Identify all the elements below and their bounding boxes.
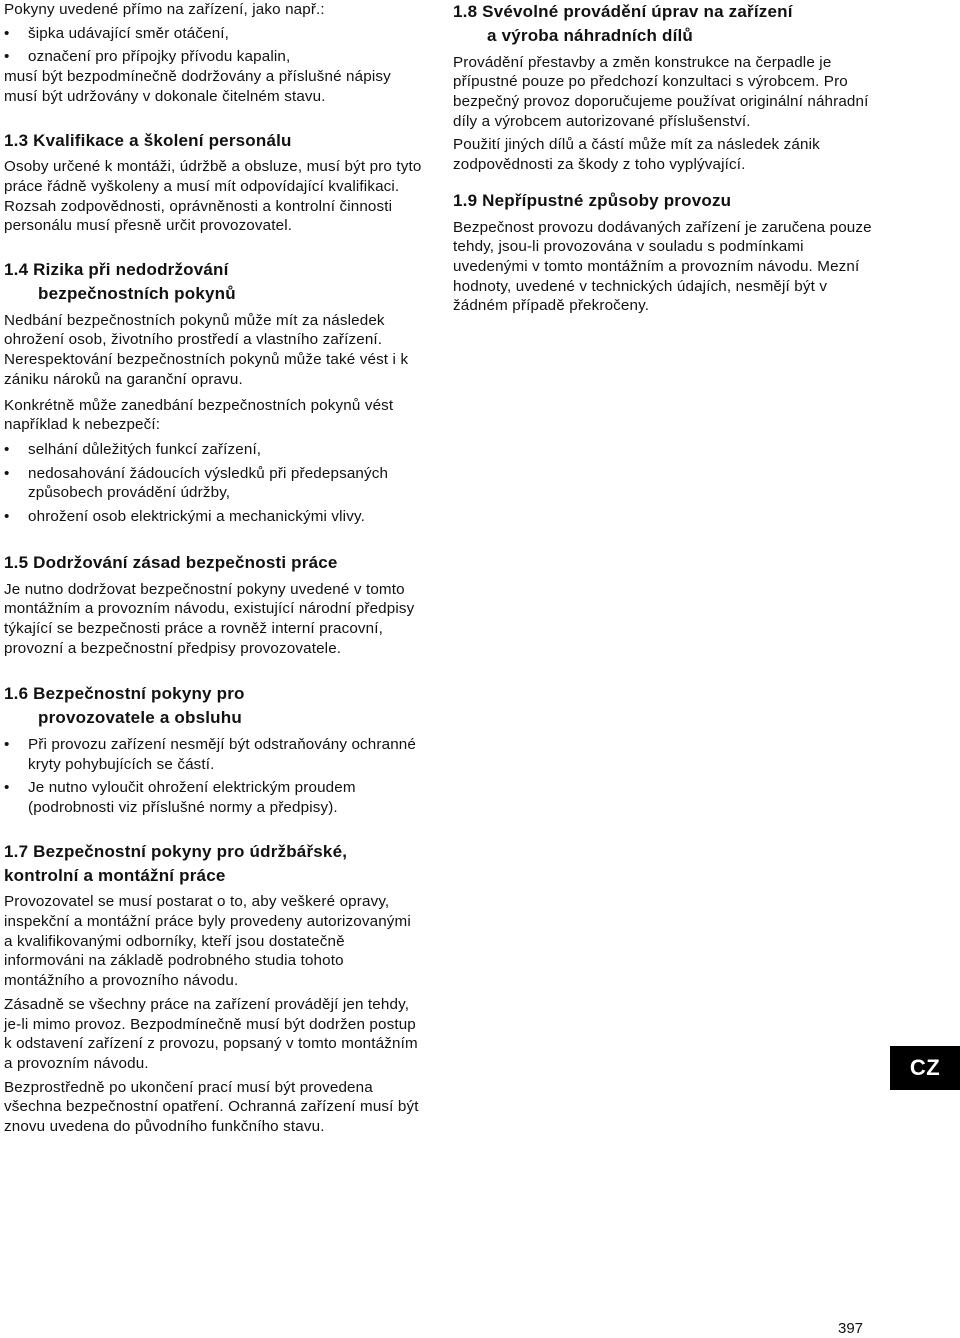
left-column: [4, 0, 422, 1137]
section-1-3-title: 1.3 Kvalifikace a školení personálu: [4, 130, 292, 150]
section-title-line: a výroba náhradních dílů: [487, 25, 694, 45]
intro-list: [4, 24, 422, 67]
section-1-4-text: Nedbání bezpečnostních pokynů může mít za následek ohrožení osob, životního prostředí a vlastního zařízení. Nerespektování bezpečnostních pokynů může také vést i k zániku nároků na garanční opravu.: [4, 311, 409, 388]
list-item: • šipka udávající směr otáčení,: [4, 24, 422, 44]
section-1-8-title: [453, 0, 873, 48]
section-1-7-text-2: Zásadně se všechny práce na zařízení provádějí jen tehdy, je-li mimo provoz. Bezpodmínečně musí být dodržen postup k odstavení zařízení z provozu, popsaný v tomto montážním a provozním návodu.: [4, 995, 418, 1072]
section-title-line: kontrolní a montážní práce: [4, 865, 226, 885]
list-item: • Při provozu zařízení nesmějí být odstraňovány ochranné kryty pohybujících se částí.: [4, 735, 422, 774]
section-1-4-text-2: Konkrétně může zanedbání bezpečnostních pokynů vést například k nebezpečí:: [4, 396, 394, 434]
section-title-line: 1.6 Bezpečnostní pokyny pro: [4, 684, 245, 704]
section-title-line: provozovatele a obsluhu: [38, 708, 242, 728]
section-title-line: 1.8 Svévolné provádění úprav na zařízení: [453, 2, 793, 21]
list-item: • označení pro přípojky přívodu kapalin,: [4, 47, 422, 67]
section-title-line: 1.4 Rizika při nedodržování: [4, 260, 229, 280]
language-tab: CZ: [890, 1046, 960, 1090]
intro-lead: Pokyny uvedené přímo na zařízení, jako např.:: [4, 1, 325, 18]
section-1-6-list: [4, 735, 422, 818]
section-1-5-title: 1.5 Dodržování zásad bezpečnosti práce: [4, 552, 338, 572]
section-1-8-text: Provádění přestavby a změn konstrukce na čerpadle je přípustné pouze po předchozí konzultaci s výrobcem. Pro bezpečný provoz doporučujeme používat originální náhradní díly a výrobcem autorizované příslušenství.: [453, 53, 869, 130]
list-item: • ohrožení osob elektrickými a mechanickými vlivy.: [4, 507, 422, 527]
list-item: • nedosahování žádoucích výsledků při předepsaných způsobech provádění údržby,: [4, 464, 422, 503]
section-title-line: bezpečnostních pokynů: [38, 283, 236, 303]
section-1-9-title: 1.9 Nepřípustné způsoby provozu: [453, 190, 732, 210]
section-1-7-text: Provozovatel se musí postarat o to, aby veškeré opravy, inspekční a montážní práce byly provedeny autorizovanými a kvalifikovanými odborníky, kteří jsou dostatečně informováni na základě podrobného studia tohoto montážního a provozního návodu.: [4, 893, 411, 990]
section-1-3-text: Osoby určené k montáži, údržbě a obsluze, musí být pro tyto práce řádně vyškoleny a musí mít odpovídající kvalifikaci. Rozsah zodpovědnosti, oprávněnosti a kontrolní činnosti personálu musí přesně určit provozovatel.: [4, 158, 422, 235]
section-1-7-text-3: Bezprostředně po ukončení prací musí být provedena všechna bezpečnostní opatření. Ochranná zařízení musí být znovu uvedena do původního funkčního stavu.: [4, 1078, 419, 1136]
list-item: • selhání důležitých funkcí zařízení,: [4, 440, 422, 460]
section-1-5-text: Je nutno dodržovat bezpečnostní pokyny uvedené v tomto montážním a provozním návodu, existující národní předpisy týkající se bezpečnosti práce a rovněž interní pracovní, provozní a bezpečnostní předpisy provozovatele.: [4, 580, 415, 657]
list-item: • Je nutno vyloučit ohrožení elektrickým proudem (podrobnosti viz příslušné normy a předpisy).: [4, 778, 422, 817]
intro-text: musí být bezpodmínečně dodržovány a příslušné nápisy musí být udržovány v dokonale čitelném stavu.: [4, 68, 391, 105]
section-title-line: 1.7 Bezpečnostní pokyny pro údržbářské,: [4, 841, 348, 861]
page-number: 397: [838, 1320, 864, 1337]
section-1-4-list: [4, 440, 422, 527]
section-1-8-text-2: Použití jiných dílů a částí může mít za následek zánik zodpovědnosti za škody z toho vyplývající.: [453, 136, 820, 174]
right-column: [453, 0, 873, 316]
section-1-7-title: [4, 840, 422, 888]
section-1-6-title: [4, 682, 422, 730]
section-1-4-title: [4, 258, 422, 306]
section-1-9-text: Bezpečnost provozu dodávaných zařízení je zaručena pouze tehdy, jsou-li provozována v souladu s podmínkami uvedenými v tomto montážním a provozním návodu. Mezní hodnoty, uvedené v technických údajích, nesmějí být v žádném případě překročeny.: [453, 218, 872, 315]
